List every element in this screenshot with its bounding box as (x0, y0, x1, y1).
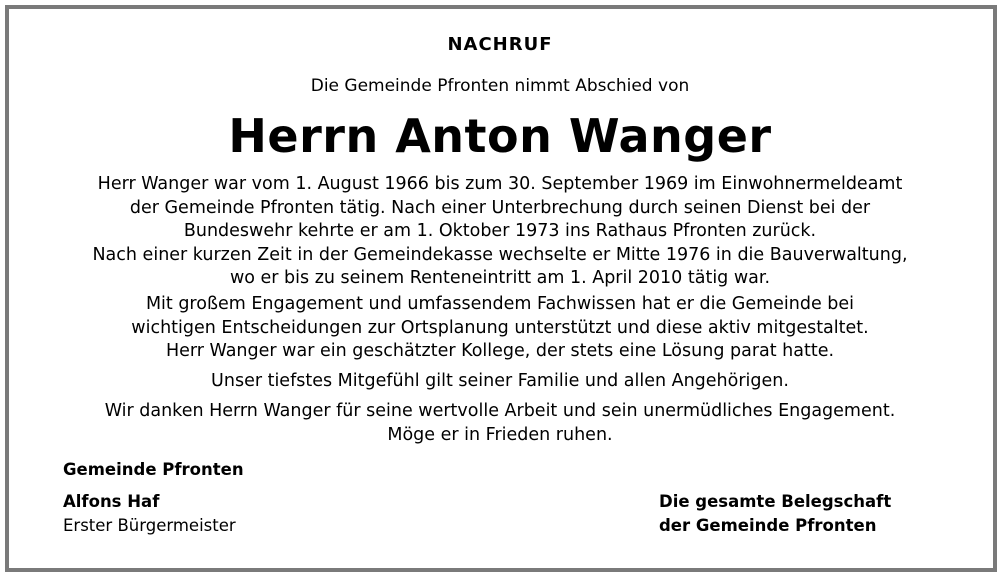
text-line: Möge er in Frieden ruhen. (387, 424, 613, 445)
signature-organization: Gemeinde Pfronten (63, 460, 244, 479)
signatory-name: Alfons Haf (63, 492, 160, 511)
text-line: Wir danken Herrn Wanger für seine wertvolle Arbeit und sein unermüdliches Engagement. (104, 401, 896, 421)
notice-heading: NACHRUF (447, 34, 553, 55)
text-line: Unser tiefstes Mitgefühl gilt seiner Familie und allen Angehörigen. (211, 371, 789, 391)
notice-subheading: Die Gemeinde Pfronten nimmt Abschied von (310, 76, 690, 96)
signatory-line: Die gesamte Belegschaft (659, 492, 892, 511)
text-line: Bundeswehr kehrte er am 1. Oktober 1973 ins Rathaus Pfronten zurück. (183, 221, 817, 241)
signatory-line: der Gemeinde Pfronten (659, 516, 877, 535)
signature-mayor (63, 490, 236, 538)
text-line: Mit großem Engagement und umfassendem Fachwissen hat er die Gemeinde bei (145, 294, 855, 314)
biography-paragraph (0, 173, 1000, 291)
text-line: der Gemeinde Pfronten tätig. Nach einer Unterbrechung durch seinen Dienst bei der (129, 197, 871, 218)
text-line: Nach einer kurzen Zeit in der Gemeindekasse wechselte er Mitte 1976 in die Bauverwaltung, (92, 244, 908, 265)
signatory-title: Erster Bürgermeister (63, 516, 236, 535)
text-line: wichtigen Entscheidungen zur Ortsplanung unterstützt und diese aktiv mitgestaltet. (131, 317, 869, 338)
signature-staff (659, 490, 891, 538)
text-line: Herr Wanger war ein geschätzter Kollege, der stets eine Lösung parat hatte. (165, 341, 835, 361)
text-line: Herr Wanger war vom 1. August 1966 bis zum 30. September 1969 im Einwohnermeldeamt (97, 174, 903, 194)
deceased-name: Herrn Anton Wanger (228, 109, 772, 163)
condolence-paragraph (0, 370, 1000, 394)
text-line: wo er bis zu seinem Renteneintritt am 1. April 2010 tätig war. (229, 268, 771, 288)
appreciation-paragraph (0, 293, 1000, 364)
closing-paragraph (0, 400, 1000, 447)
